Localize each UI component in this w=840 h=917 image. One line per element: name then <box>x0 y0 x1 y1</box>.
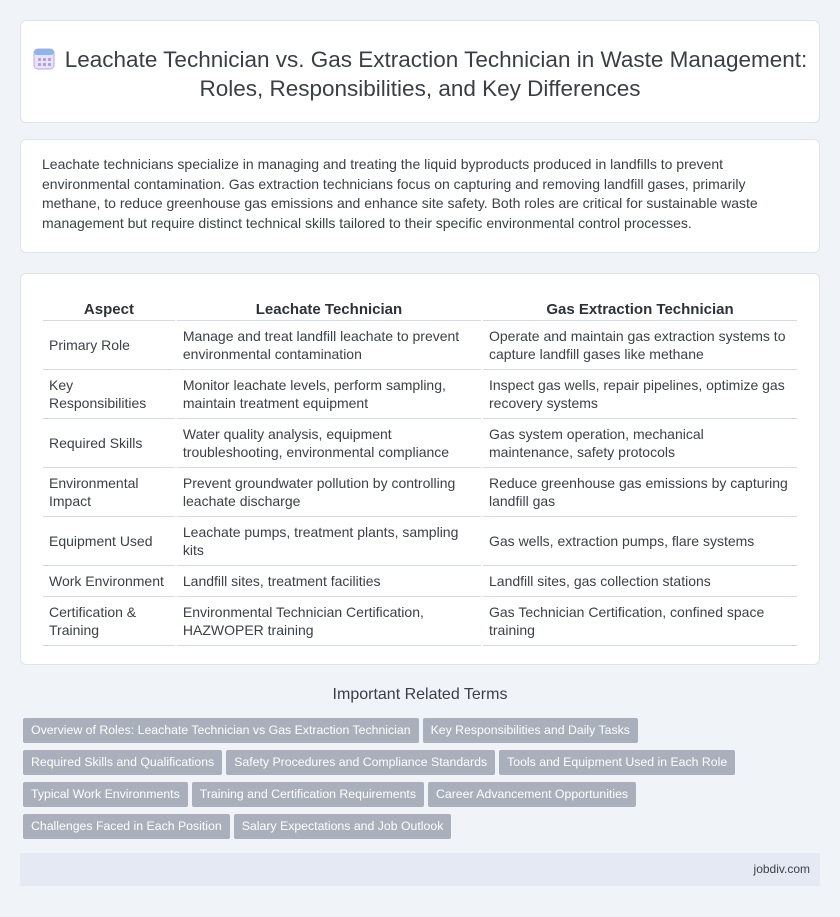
tag-row <box>23 750 803 782</box>
table-row <box>43 370 797 419</box>
table-row <box>43 468 797 517</box>
intro-card <box>20 139 820 253</box>
aspect-cell: Certification & Training <box>43 597 175 646</box>
related-tag[interactable]: Training and Certification Requirements <box>192 782 424 807</box>
table-row <box>43 517 797 566</box>
related-tag[interactable]: Key Responsibilities and Daily Tasks <box>423 718 638 743</box>
table-row <box>43 566 797 597</box>
aspect-cell: Environmental Impact <box>43 468 175 517</box>
related-tag[interactable]: Overview of Roles: Leachate Technician vs Gas Extraction Technician <box>23 718 419 743</box>
tag-row <box>23 782 803 814</box>
related-tag[interactable]: Typical Work Environments <box>23 782 188 807</box>
header-leachate-technician: Leachate Technician <box>177 292 481 321</box>
comparison-card <box>20 273 820 665</box>
gas-cell: Gas wells, extraction pumps, flare systems <box>483 517 797 566</box>
related-tag[interactable]: Career Advancement Opportunities <box>428 782 636 807</box>
leachate-cell: Landfill sites, treatment facilities <box>177 566 481 597</box>
table-header-row <box>43 292 797 321</box>
related-tag[interactable]: Challenges Faced in Each Position <box>23 814 230 839</box>
title-card <box>20 20 820 123</box>
related-terms-tags <box>23 718 803 846</box>
related-tag[interactable]: Required Skills and Qualifications <box>23 750 222 775</box>
gas-cell: Reduce greenhouse gas emissions by capturing landfill gas <box>483 468 797 517</box>
leachate-cell: Leachate pumps, treatment plants, sampling kits <box>177 517 481 566</box>
gas-cell: Gas Technician Certification, confined space training <box>483 597 797 646</box>
table-row <box>43 597 797 646</box>
table-row <box>43 321 797 370</box>
gas-cell: Landfill sites, gas collection stations <box>483 566 797 597</box>
tag-row <box>23 814 803 846</box>
related-tag[interactable]: Tools and Equipment Used in Each Role <box>499 750 735 775</box>
comparison-table <box>41 292 799 646</box>
aspect-cell: Key Responsibilities <box>43 370 175 419</box>
footer <box>20 853 820 886</box>
gas-cell: Gas system operation, mechanical maintenance, safety protocols <box>483 419 797 468</box>
tag-row <box>23 718 803 750</box>
aspect-cell: Required Skills <box>43 419 175 468</box>
aspect-cell: Primary Role <box>43 321 175 370</box>
leachate-cell: Water quality analysis, equipment troubleshooting, environmental compliance <box>177 419 481 468</box>
header-gas-extraction-technician: Gas Extraction Technician <box>483 292 797 321</box>
gas-cell: Inspect gas wells, repair pipelines, optimize gas recovery systems <box>483 370 797 419</box>
leachate-cell: Monitor leachate levels, perform sampling, maintain treatment equipment <box>177 370 481 419</box>
leachate-cell: Environmental Technician Certification, HAZWOPER training <box>177 597 481 646</box>
gas-cell: Operate and maintain gas extraction systems to capture landfill gases like methane <box>483 321 797 370</box>
intro-paragraph: Leachate technicians specialize in managing and treating the liquid byproducts produced in landfills to prevent environmental contamination. Gas extraction technicians focus on capturing and removing landfill gases, primarily methane, to reduce greenhouse gas emissions and enhance site safety. Both roles are critical for sustainable waste management but require distinct technical skills tailored to their specific environmental control processes. <box>42 156 758 231</box>
page-title <box>21 45 819 103</box>
related-tag[interactable]: Salary Expectations and Job Outlook <box>234 814 452 839</box>
aspect-cell: Equipment Used <box>43 517 175 566</box>
page-title-text: Leachate Technician vs. Gas Extraction Technician in Waste Management: Roles, Responsibilities, and Key Differences <box>64 47 808 101</box>
aspect-cell: Work Environment <box>43 566 175 597</box>
related-terms-title: Important Related Terms <box>332 686 508 703</box>
table-row <box>43 419 797 468</box>
leachate-cell: Manage and treat landfill leachate to prevent environmental contamination <box>177 321 481 370</box>
leachate-cell: Prevent groundwater pollution by controlling leachate discharge <box>177 468 481 517</box>
document-icon <box>33 48 55 70</box>
related-tag[interactable]: Safety Procedures and Compliance Standards <box>226 750 495 775</box>
footer-site-link[interactable]: jobdiv.com <box>753 862 810 876</box>
header-aspect: Aspect <box>43 292 175 321</box>
